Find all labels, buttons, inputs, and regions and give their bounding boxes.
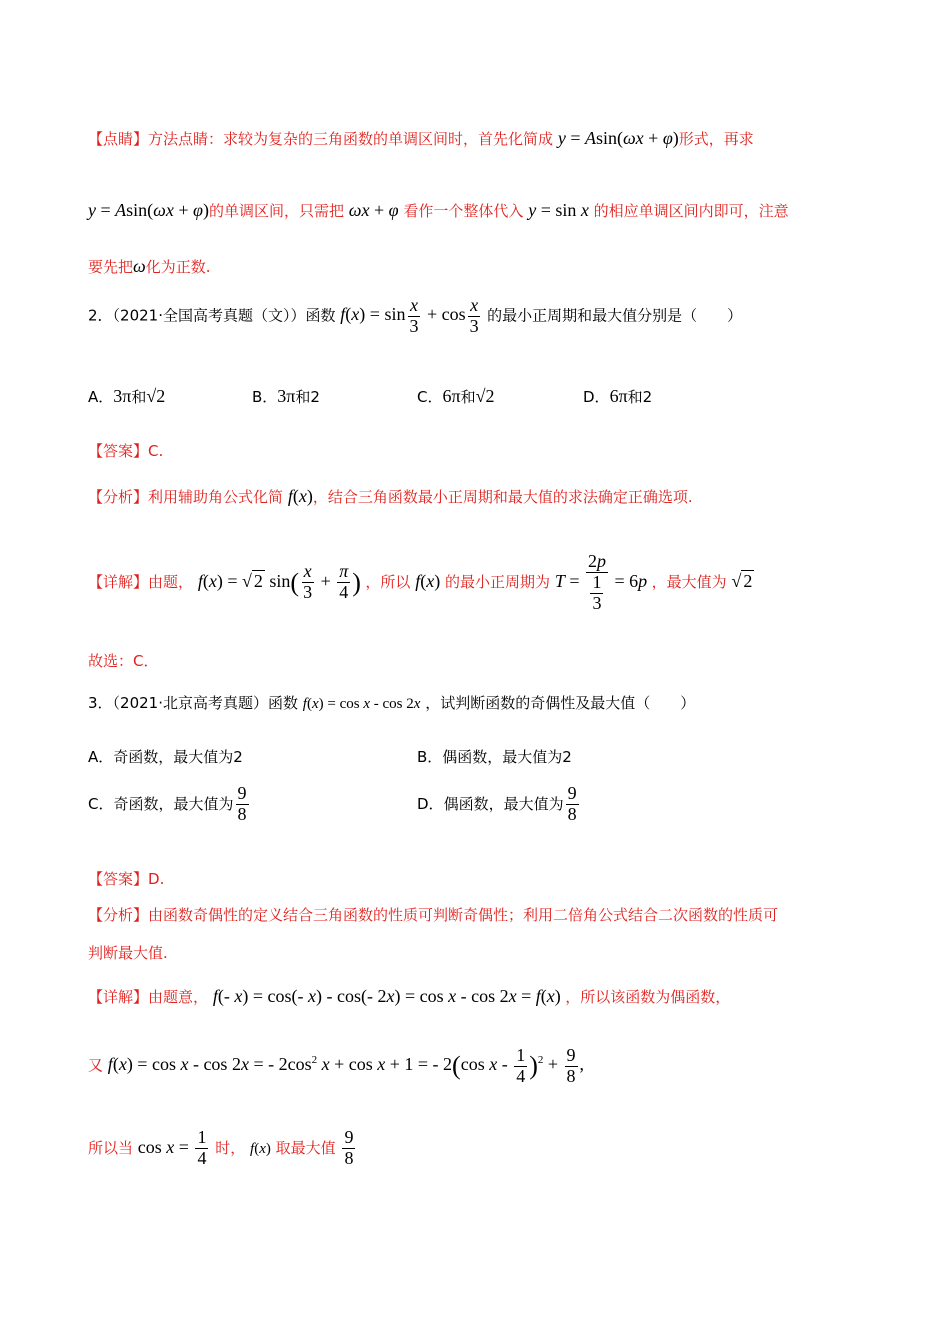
option-max: √2 xyxy=(146,386,166,406)
q3-option-a xyxy=(88,746,243,767)
formula-phase: ωx + φ xyxy=(348,200,399,220)
detail-text-3: 的最小正周期为 xyxy=(445,572,551,591)
option-letter: A． xyxy=(88,748,114,766)
option-letter: B． xyxy=(417,748,443,766)
q2-option-c xyxy=(417,386,494,407)
q2-analysis xyxy=(88,486,693,507)
conclusion-text: 故选：C． xyxy=(88,652,159,670)
q3-analysis-1 xyxy=(88,904,778,925)
analysis-text-2: 判断最大值. xyxy=(88,944,168,962)
max-take-text: 取最大值 xyxy=(275,1138,336,1157)
formula-fx-3: f(x) xyxy=(250,1140,271,1157)
option-letter: B． xyxy=(252,388,278,406)
answer-value: C. xyxy=(148,442,164,460)
detail-text-2: ，所以 xyxy=(365,572,411,591)
q2-label: 2．（2021·全国高考真题（文））函数 xyxy=(88,306,336,325)
so-when-text: 所以当 xyxy=(88,1138,134,1157)
formula-asin-2: y = Asin(ωx + φ) xyxy=(88,200,209,220)
option-text: 奇函数，最大值为 xyxy=(113,794,234,813)
detail-text-2: ，所以该函数为偶函数， xyxy=(565,988,731,1006)
q2-formula: f(x) = sin $\frac{x}{3}$ + cos $\frac{x}{3}$ xyxy=(340,295,479,336)
detail-tag: 【详解】 xyxy=(88,988,149,1006)
formula-fx-2: f(x) xyxy=(415,570,441,591)
q3-when xyxy=(88,1128,357,1169)
q3-detail xyxy=(88,986,730,1007)
dianjing-text-4: 看作一个整体代入 xyxy=(403,202,524,220)
option-letter: D． xyxy=(417,794,444,813)
option-max: 2 xyxy=(642,388,653,406)
q3-again xyxy=(88,1046,584,1087)
q3-analysis-2 xyxy=(88,942,168,963)
dianjing-text-3: 的单调区间，只需把 xyxy=(208,202,344,220)
dianjing-text-1: 方法点睛：求较为复杂的三角函数的单调区间时，首先化简成 xyxy=(148,130,554,148)
q3-option-b xyxy=(417,746,572,767)
dianjing-tag: 【点睛】 xyxy=(88,130,149,148)
dianjing-text-5: 的相应单调区间内即可，注意 xyxy=(593,202,789,220)
formula-asin: y = Asin(ωx + φ) xyxy=(557,128,679,148)
analysis-tag: 【分析】 xyxy=(88,488,149,506)
q2-tail: 的最小正周期和最大值分别是（ ） xyxy=(487,306,743,325)
option-period: 6π xyxy=(609,386,628,406)
q3-max-formula: f(x) = cos x - cos 2x = - $2\cos^2$ x + cos x + 1 = - 2(cos x - $\frac{1}{4}$ )$^2$ + $\frac{9}{8}$ , xyxy=(107,1045,585,1086)
option-period: 6π xyxy=(442,386,461,406)
detail-text-1: 由题， xyxy=(148,572,194,591)
dianjing-text-7: 化为正数. xyxy=(145,258,211,276)
detail-text-1: 由题意， xyxy=(148,988,209,1006)
q3-stem xyxy=(88,692,695,713)
detail-tag: 【详解】 xyxy=(88,572,149,591)
option-join: 和 xyxy=(627,388,643,406)
q2-option-d xyxy=(583,386,652,407)
option-text: 偶函数，最大值为 xyxy=(443,794,564,813)
q3-formula: f(x) = cos x - cos 2x xyxy=(302,696,421,712)
q3-option-c xyxy=(88,784,251,825)
formula-fx: f(x) xyxy=(287,486,313,506)
answer-value: D. xyxy=(148,870,165,888)
analysis-tag: 【分析】 xyxy=(88,906,149,924)
detail-text-4: ，最大值为 xyxy=(651,572,727,591)
answer-tag: 【答案】 xyxy=(88,870,149,888)
q2-option-a xyxy=(88,386,165,407)
option-letter: D． xyxy=(583,388,610,406)
option-letter: C． xyxy=(417,388,443,406)
option-period: 3π xyxy=(113,386,132,406)
q2-conclusion xyxy=(88,650,158,671)
option-period: 3π xyxy=(277,386,296,406)
max-sqrt2: √ 2 xyxy=(731,570,753,591)
q3-option-d xyxy=(417,784,581,825)
q3-label: 3．（2021·北京高考真题）函数 xyxy=(88,694,298,712)
q3-parity-formula: f(- x) = cos(- x) - cos(- 2x) = cos x - cos 2x = f(x) xyxy=(212,986,566,1006)
option-text: 奇函数，最大值为2 xyxy=(113,748,243,766)
q2-answer xyxy=(88,440,163,461)
cos-equals-quarter: cos x = $\frac{1}{4}$ xyxy=(137,1127,207,1169)
analysis-text-2: ，结合三角函数最小正周期和最大值的求法确定正确选项. xyxy=(312,488,693,506)
when-tail-text: 时， xyxy=(215,1138,246,1157)
formula-omega: ω xyxy=(133,256,146,276)
option-letter: C． xyxy=(88,794,114,813)
q3-tail: ，试判断函数的奇偶性及最大值（ ） xyxy=(425,694,696,712)
q2-option-b xyxy=(252,386,320,407)
analysis-text-1: 由函数奇偶性的定义结合三角函数的性质可判断奇偶性；利用二倍角公式结合二次函数的性质可 xyxy=(148,906,779,924)
option-join: 和 xyxy=(295,388,311,406)
q2-stem xyxy=(88,296,742,337)
option-letter: A． xyxy=(88,388,114,406)
fraction-9-8: $\frac{9}{8}$ xyxy=(237,783,247,824)
again-text: 又 xyxy=(88,1056,104,1075)
option-text: 偶函数，最大值为2 xyxy=(442,748,572,766)
option-join: 和 xyxy=(460,388,476,406)
answer-tag: 【答案】 xyxy=(88,442,149,460)
formula-sinx: y = sin x xyxy=(528,200,589,220)
option-max: √2 xyxy=(475,386,495,406)
dianjing-line-1 xyxy=(88,128,754,149)
dianjing-line-2 xyxy=(88,200,789,221)
q2-detail-formula: f(x) = √ 2 sin( $\frac{x}{3}$ + $\frac{\pi}{4}$ ) xyxy=(197,561,361,603)
q3-answer xyxy=(88,868,164,889)
fraction-9-8-final: $\frac{9}{8}$ xyxy=(344,1127,354,1168)
dianjing-line-3 xyxy=(88,256,211,277)
option-max: 2 xyxy=(310,388,320,406)
analysis-text-1: 利用辅助角公式化简 xyxy=(148,488,284,506)
q2-period-formula: T = $\frac{2p}{\frac{1}{3}}$ = 6p xyxy=(554,551,648,613)
fraction-9-8: $\frac{9}{8}$ xyxy=(567,783,577,824)
option-join: 和 xyxy=(131,388,147,406)
q2-detail xyxy=(88,552,754,613)
dianjing-text-2: 形式，再求 xyxy=(678,130,754,148)
dianjing-text-6: 要先把 xyxy=(88,258,134,276)
